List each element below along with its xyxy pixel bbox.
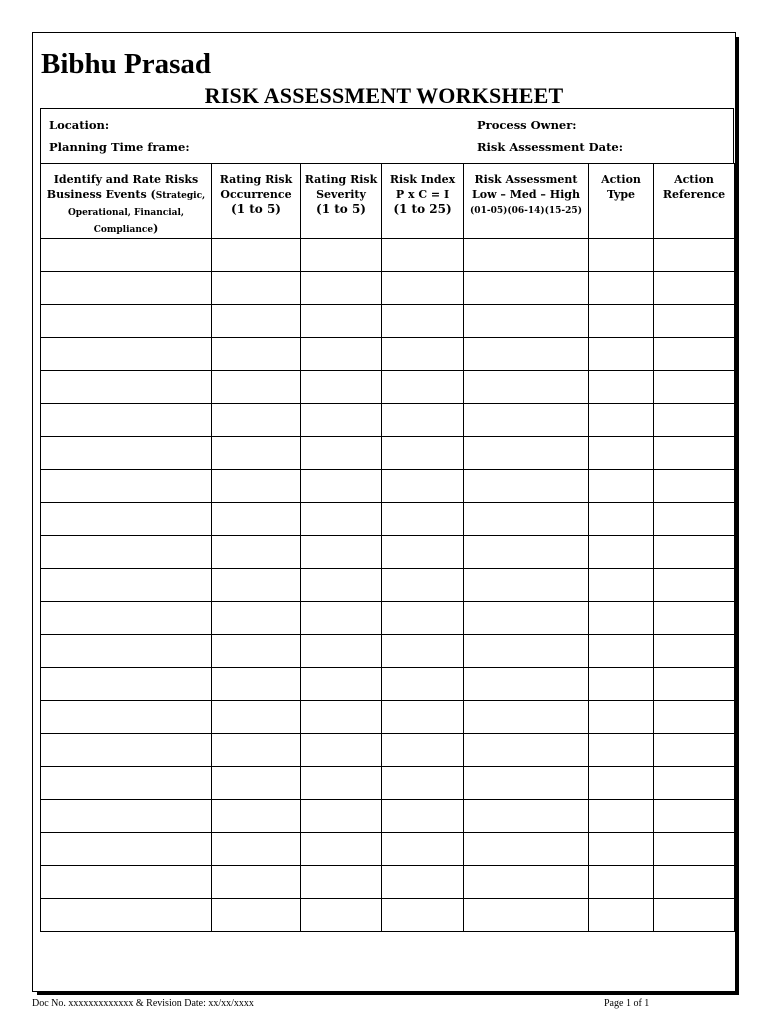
col-header-action-type	[589, 164, 654, 239]
table-cell[interactable]	[41, 569, 212, 602]
table-cell[interactable]	[41, 668, 212, 701]
table-cell[interactable]	[382, 899, 464, 932]
table-cell[interactable]	[301, 701, 382, 734]
table-cell[interactable]	[382, 305, 464, 338]
col-header-line: )	[153, 222, 159, 235]
table-cell[interactable]	[464, 800, 589, 833]
table-cell[interactable]	[382, 338, 464, 371]
table-cell[interactable]	[589, 404, 654, 437]
table-cell[interactable]	[589, 602, 654, 635]
table-row	[41, 470, 735, 503]
table-cell[interactable]	[212, 239, 301, 272]
table-cell[interactable]	[654, 338, 735, 371]
col-header-line: Risk Assessment	[474, 173, 578, 186]
table-row	[41, 239, 735, 272]
table-row	[41, 734, 735, 767]
table-cell[interactable]	[464, 239, 589, 272]
table-cell[interactable]	[212, 866, 301, 899]
page-number-footer: Page 1 of 1	[604, 998, 650, 1009]
table-cell[interactable]	[41, 503, 212, 536]
table-cell[interactable]	[212, 899, 301, 932]
table-cell[interactable]	[41, 338, 212, 371]
table-cell[interactable]	[41, 437, 212, 470]
table-cell[interactable]	[301, 602, 382, 635]
table-cell[interactable]	[589, 569, 654, 602]
table-cell[interactable]	[212, 305, 301, 338]
table-cell[interactable]	[212, 404, 301, 437]
table-cell[interactable]	[382, 635, 464, 668]
table-cell[interactable]	[654, 866, 735, 899]
table-cell[interactable]	[382, 239, 464, 272]
table-cell[interactable]	[654, 635, 735, 668]
table-row	[41, 800, 735, 833]
author-name: Bibhu Prasad	[41, 48, 212, 80]
table-cell[interactable]	[654, 899, 735, 932]
table-cell[interactable]	[382, 404, 464, 437]
table-row	[41, 272, 735, 305]
table-cell[interactable]	[382, 371, 464, 404]
table-cell[interactable]	[589, 866, 654, 899]
table-cell[interactable]	[41, 239, 212, 272]
table-cell[interactable]	[301, 272, 382, 305]
table-cell[interactable]	[301, 767, 382, 800]
table-cell[interactable]	[589, 371, 654, 404]
table-cell[interactable]	[212, 635, 301, 668]
col-header-severity	[301, 164, 382, 239]
col-header-line: (1 to 25)	[393, 202, 452, 216]
worksheet-title: RISK ASSESSMENT WORKSHEET	[204, 83, 564, 108]
table-cell[interactable]	[589, 305, 654, 338]
table-cell[interactable]	[41, 536, 212, 569]
process-owner-label: Process Owner:	[477, 118, 577, 132]
table-cell[interactable]	[464, 668, 589, 701]
table-cell[interactable]	[212, 833, 301, 866]
table-cell[interactable]	[301, 503, 382, 536]
table-cell[interactable]	[589, 437, 654, 470]
table-cell[interactable]	[301, 437, 382, 470]
table-cell[interactable]	[212, 701, 301, 734]
table-row	[41, 899, 735, 932]
table-cell[interactable]	[589, 899, 654, 932]
table-cell[interactable]	[212, 734, 301, 767]
table-cell[interactable]	[382, 470, 464, 503]
table-cell[interactable]	[212, 470, 301, 503]
table-row	[41, 404, 735, 437]
table-cell[interactable]	[212, 272, 301, 305]
table-cell[interactable]	[654, 569, 735, 602]
table-cell[interactable]	[301, 899, 382, 932]
table-cell[interactable]	[41, 602, 212, 635]
table-cell[interactable]	[301, 668, 382, 701]
table-cell[interactable]	[41, 734, 212, 767]
table-cell[interactable]	[464, 503, 589, 536]
table-cell[interactable]	[301, 305, 382, 338]
table-cell[interactable]	[301, 536, 382, 569]
table-cell[interactable]	[464, 569, 589, 602]
table-cell[interactable]	[464, 734, 589, 767]
table-cell[interactable]	[301, 470, 382, 503]
table-cell[interactable]	[301, 404, 382, 437]
risk-assessment-date-label: Risk Assessment Date:	[477, 140, 623, 154]
table-cell[interactable]	[301, 635, 382, 668]
col-header-line: Action	[601, 173, 641, 186]
table-cell[interactable]	[464, 404, 589, 437]
table-cell[interactable]	[464, 767, 589, 800]
table-row	[41, 602, 735, 635]
col-header-line: Identify and Rate Risks	[53, 173, 199, 186]
col-header-line: Rating Risk	[304, 173, 378, 186]
col-header-identify-risks	[41, 164, 212, 239]
col-header-line: P x C = I	[395, 188, 450, 201]
table-cell[interactable]	[589, 338, 654, 371]
table-cell[interactable]	[464, 536, 589, 569]
table-cell[interactable]	[464, 899, 589, 932]
table-body	[41, 239, 735, 932]
table-cell[interactable]	[41, 767, 212, 800]
table-cell[interactable]	[382, 437, 464, 470]
col-header-line: Low – Med – High	[472, 188, 580, 201]
table-cell[interactable]	[464, 338, 589, 371]
table-cell[interactable]	[382, 800, 464, 833]
table-cell[interactable]	[589, 701, 654, 734]
col-header-line: Action	[674, 173, 714, 186]
table-cell[interactable]	[41, 701, 212, 734]
table-cell[interactable]	[382, 569, 464, 602]
table-cell[interactable]	[212, 371, 301, 404]
table-cell[interactable]	[654, 668, 735, 701]
table-row	[41, 371, 735, 404]
table-cell[interactable]	[41, 272, 212, 305]
table-cell[interactable]	[41, 371, 212, 404]
table-cell[interactable]	[382, 602, 464, 635]
table-row	[41, 437, 735, 470]
table-cell[interactable]	[654, 833, 735, 866]
table-cell[interactable]	[464, 602, 589, 635]
table-cell[interactable]	[382, 503, 464, 536]
table-cell[interactable]	[654, 536, 735, 569]
table-cell[interactable]	[654, 272, 735, 305]
table-cell[interactable]	[654, 239, 735, 272]
col-header-occurrence	[212, 164, 301, 239]
col-header-line: (01-05)(06-14)(15-25)	[470, 206, 582, 216]
table-cell[interactable]	[41, 866, 212, 899]
info-section	[40, 108, 734, 164]
table-cell[interactable]	[654, 470, 735, 503]
table-cell[interactable]	[41, 404, 212, 437]
table-cell[interactable]	[464, 272, 589, 305]
col-header-risk-assessment	[464, 164, 589, 239]
col-header-risk-index	[382, 164, 464, 239]
table-cell[interactable]	[589, 272, 654, 305]
table-cell[interactable]	[382, 536, 464, 569]
table-cell[interactable]	[464, 635, 589, 668]
table-cell[interactable]	[654, 767, 735, 800]
doc-number-footer: Doc No. xxxxxxxxxxxxx & Revision Date: xx/xx/xxxx	[32, 998, 254, 1009]
table-cell[interactable]	[301, 734, 382, 767]
risk-table	[40, 163, 735, 932]
table-cell[interactable]	[654, 701, 735, 734]
table-cell[interactable]	[212, 536, 301, 569]
table-cell[interactable]	[301, 239, 382, 272]
table-cell[interactable]	[589, 668, 654, 701]
table-row	[41, 305, 735, 338]
col-header-line: (1 to 5)	[316, 202, 366, 216]
table-cell[interactable]	[212, 569, 301, 602]
table-cell[interactable]	[41, 470, 212, 503]
table-cell[interactable]	[464, 437, 589, 470]
table-cell[interactable]	[301, 866, 382, 899]
table-cell[interactable]	[212, 668, 301, 701]
table-cell[interactable]	[464, 833, 589, 866]
table-cell[interactable]	[654, 437, 735, 470]
table-row	[41, 668, 735, 701]
table-cell[interactable]	[589, 635, 654, 668]
table-cell[interactable]	[382, 668, 464, 701]
table-row	[41, 866, 735, 899]
table-cell[interactable]	[301, 833, 382, 866]
table-row	[41, 338, 735, 371]
table-cell[interactable]	[464, 866, 589, 899]
table-cell[interactable]	[382, 767, 464, 800]
table-cell[interactable]	[464, 701, 589, 734]
table-cell[interactable]	[589, 734, 654, 767]
col-header-line: Compliance	[93, 225, 154, 235]
table-cell[interactable]	[382, 734, 464, 767]
table-cell[interactable]	[301, 371, 382, 404]
table-cell[interactable]	[464, 371, 589, 404]
table-cell[interactable]	[654, 800, 735, 833]
table-cell[interactable]	[464, 305, 589, 338]
col-header-line: Type	[606, 188, 636, 201]
table-cell[interactable]	[41, 635, 212, 668]
table-row	[41, 701, 735, 734]
table-cell[interactable]	[589, 239, 654, 272]
table-cell[interactable]	[654, 734, 735, 767]
table-cell[interactable]	[589, 833, 654, 866]
col-header-line: Operational, Financial,	[67, 208, 185, 218]
table-header-row	[41, 164, 735, 239]
table-cell[interactable]	[654, 305, 735, 338]
col-header-line: Severity	[316, 188, 366, 201]
table-cell[interactable]	[589, 800, 654, 833]
table-row	[41, 833, 735, 866]
table-cell[interactable]	[301, 569, 382, 602]
table-cell[interactable]	[382, 833, 464, 866]
table-cell[interactable]	[212, 437, 301, 470]
col-header-line: Occurrence	[220, 188, 292, 201]
col-header-line: Strategic,	[155, 191, 206, 201]
table-cell[interactable]	[654, 503, 735, 536]
table-cell[interactable]	[589, 470, 654, 503]
table-cell[interactable]	[382, 701, 464, 734]
table-row	[41, 503, 735, 536]
table-cell[interactable]	[212, 602, 301, 635]
table-row	[41, 767, 735, 800]
table-cell[interactable]	[382, 866, 464, 899]
table-cell[interactable]	[212, 338, 301, 371]
col-header-line: Risk Index	[389, 173, 456, 186]
table-cell[interactable]	[301, 800, 382, 833]
table-cell[interactable]	[212, 767, 301, 800]
table-cell[interactable]	[589, 536, 654, 569]
table-row	[41, 569, 735, 602]
location-label: Location:	[49, 118, 110, 132]
col-header-line: Reference	[662, 188, 726, 201]
planning-time-frame-label: Planning Time frame:	[49, 140, 190, 154]
col-header-line: Rating Risk	[219, 173, 293, 186]
table-cell[interactable]	[41, 833, 212, 866]
col-header-action-reference	[654, 164, 735, 239]
table-cell[interactable]	[41, 899, 212, 932]
col-header-line: Business Events (	[46, 188, 156, 201]
table-cell[interactable]	[41, 305, 212, 338]
table-cell[interactable]	[301, 338, 382, 371]
table-cell[interactable]	[464, 470, 589, 503]
table-cell[interactable]	[212, 800, 301, 833]
table-cell[interactable]	[212, 503, 301, 536]
table-cell[interactable]	[41, 800, 212, 833]
table-row	[41, 536, 735, 569]
table-cell[interactable]	[382, 272, 464, 305]
col-header-line: (1 to 5)	[231, 202, 281, 216]
table-row	[41, 635, 735, 668]
table-cell[interactable]	[589, 767, 654, 800]
table-cell[interactable]	[589, 503, 654, 536]
table-cell[interactable]	[654, 602, 735, 635]
table-cell[interactable]	[654, 404, 735, 437]
table-cell[interactable]	[654, 371, 735, 404]
